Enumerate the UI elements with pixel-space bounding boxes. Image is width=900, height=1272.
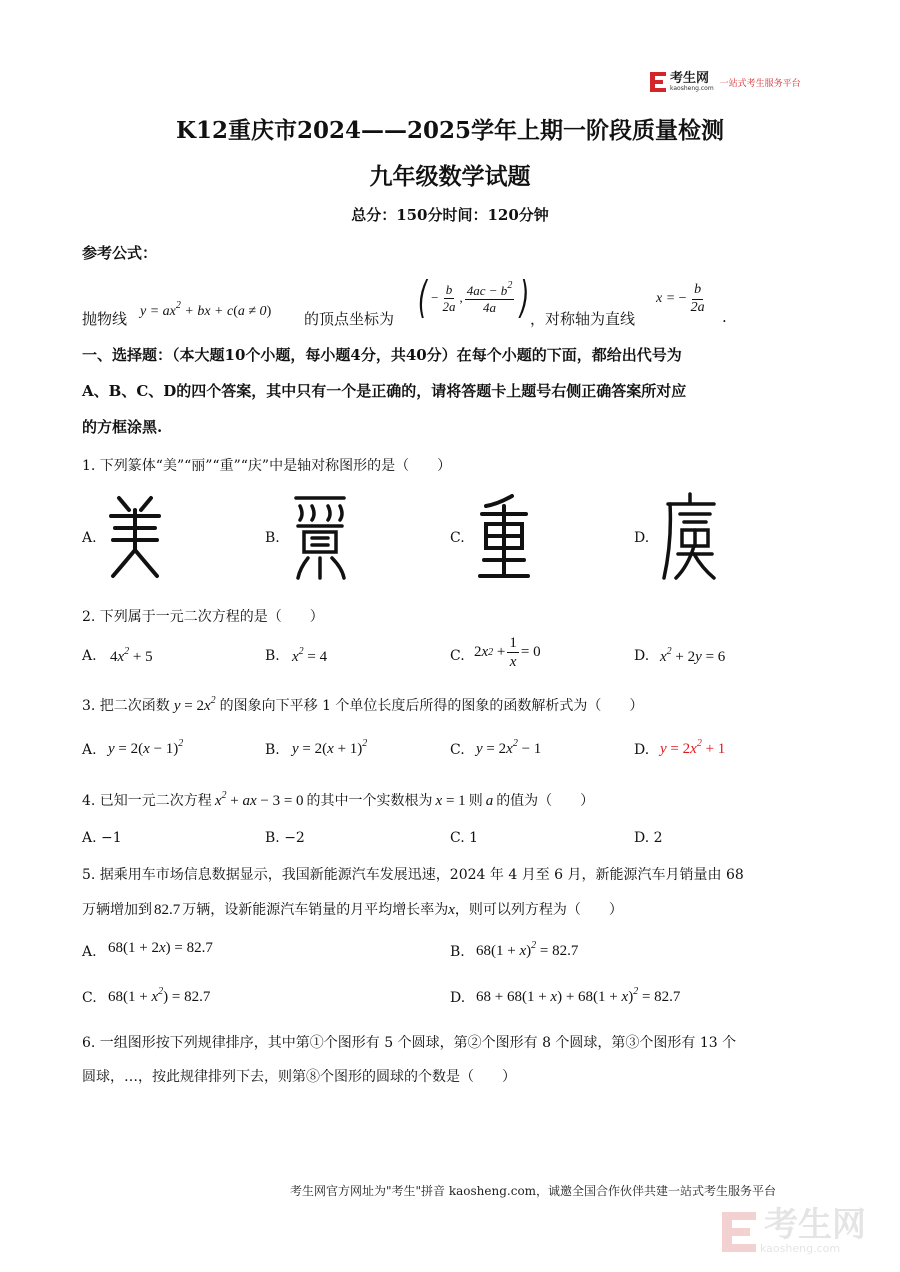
q2-stem: 2. 下列属于一元二次方程的是（ ） [82, 609, 324, 625]
formula-end: . [722, 308, 727, 326]
brand-logo [650, 72, 801, 92]
formula-prefix: 抛物线 [82, 310, 128, 328]
q5-option-c-expr: $68(1 + x^2) = 82.7$ [108, 986, 211, 1005]
section-heading-line2: A、B、C、D的四个答案，其中只有一个是正确的，请将答题卡上题号右侧正确答案所对应 [82, 382, 687, 400]
formula-vertex-label: 的顶点坐标为 [304, 310, 395, 328]
formula-heading: 参考公式： [82, 244, 158, 262]
formula-axis-label: ，对称轴为直线 [530, 310, 636, 328]
watermark-logo-icon [722, 1212, 756, 1252]
q1-option-b-label: B. [265, 530, 280, 546]
q3-option-a-expr: $y = 2(x - 1)^2$ [108, 738, 184, 757]
watermark [722, 1205, 866, 1255]
q5-variable: x [448, 902, 455, 918]
q5-option-a-label: A. [82, 944, 97, 960]
q4-option-a: A. −1 [82, 830, 122, 846]
q3-option-b-label: B. [265, 742, 280, 758]
page-title: K12重庆市2024——2025学年上期一阶段质量检测 [175, 117, 725, 144]
q2-option-c-expr: 2 x 2 + $\frac{1}{x}$ = 0 [474, 635, 541, 670]
q5-option-d-label: D. [450, 990, 466, 1006]
q5-stem-mid: 万辆，设新能源汽车销量的月平均增长率为 [182, 902, 449, 918]
q4-equation: $x^2$ + ax − 3 = 0 [214, 790, 304, 809]
q3-option-c-label: C. [450, 742, 465, 758]
q5-option-b-label: B. [450, 944, 465, 960]
q5-option-d-expr: $68 + 68(1 + x) + 68(1 + x)^2 = 82.7$ [476, 986, 681, 1005]
q5-option-b-expr: $68(1 + x)^2 = 82.7$ [476, 940, 579, 959]
logo-icon [650, 72, 666, 92]
q4-stem-then: 则 [468, 793, 483, 809]
q3-option-d-label: D. [634, 742, 650, 758]
logo-name: 考生网 [670, 71, 710, 86]
q4-stem [82, 790, 594, 810]
q3-stem [82, 695, 643, 715]
section-heading-line1: 一、选择题：（本大题10个小题，每小题4分，共40分）在每个小题的下面，都给出代号为 [82, 346, 682, 364]
q6-stem-line1: 6. 一组图形按下列规律排序，其中第①个图形有 5 个圆球，第②个图形有 8 个圆球，第③个图形有 13 个 [82, 1035, 737, 1051]
q2-option-d-label: D. [634, 648, 650, 664]
q5-stem-start: 万辆增加到 [82, 902, 152, 918]
q5-value: 82.7 [154, 902, 181, 918]
q4-stem-start: 4. 已知一元二次方程 [82, 793, 212, 809]
q3-function: $y = 2x^2$ [173, 695, 216, 714]
q2-option-a-label: A. [82, 648, 97, 664]
q2-option-d-expr: $x^2 + 2y = 6$ [660, 646, 726, 665]
q3-option-d-expr: $y = 2x^2 + 1$ [660, 738, 726, 757]
q5-stem-line1: 5. 据乘用车市场信息数据显示，我国新能源汽车发展迅速，2024 年 4 月至 6 月，新能源汽车月销量由 68 [82, 867, 744, 883]
q3-stem-start: 3. 把二次函数 [82, 698, 170, 714]
q5-option-c-label: C. [82, 990, 97, 1006]
q4-option-d: D. 2 [634, 830, 663, 846]
q1-option-c-label: C. [450, 530, 465, 546]
q5-option-a-expr: 68(1 + 2x) = 82.7 [108, 940, 213, 956]
parabola-equation: $y = ax^2$ + bx + c(a ≠ 0) [140, 300, 272, 319]
q1-stem: 1. 下列篆体“美”“丽”“重”“庆”中是轴对称图形的是（ ） [82, 458, 452, 474]
axis-of-symmetry: x = − $\frac{b}{2a}$ [656, 282, 705, 315]
q2-option-c-label: C. [450, 648, 465, 664]
q4-variable: a [485, 793, 494, 809]
q6-stem-line2: 圆球，…，按此规律排列下去，则第⑧个图形的圆球的个数是（ ） [82, 1069, 516, 1085]
q3-stem-end: 的图象向下平移 1 个单位长度后所得的图象的函数解析式为（ ） [219, 698, 644, 714]
watermark-name: 考生网 [764, 1205, 866, 1245]
q3-option-c-expr: $y = 2x^2 - 1$ [476, 738, 542, 757]
q5-stem-end: ，则可以列方程为（ ） [454, 902, 623, 918]
q3-option-b-expr: $y = 2(x + 1)^2$ [292, 738, 368, 757]
q2-option-a-expr: $4x^2 + 5$ [110, 646, 153, 665]
q2-option-b-label: B. [265, 648, 280, 664]
seal-glyph-qing-image [660, 492, 720, 582]
section-heading-line3: 的方框涂黑. [82, 418, 163, 436]
footer-note: 考生网官方网址为"考生"拼音 kaosheng.com，诚邀全国合作伙伴共建一站式考生服务平台 [290, 1184, 777, 1198]
score-time-info: 总分：150分时间：120分钟 [351, 206, 549, 224]
watermark-domain: kaosheng.com [760, 1242, 841, 1255]
q4-stem-end: 的值为（ ） [496, 793, 595, 809]
q4-option-c: C. 1 [450, 830, 479, 846]
q4-stem-mid: 的其中一个实数根为 [306, 793, 433, 809]
seal-glyph-mei-image [105, 492, 165, 582]
vertex-coordinates: ( − $\frac{b}{2a}$ , $\frac{4ac - b^2}{4a}$ ) [417, 272, 530, 323]
seal-glyph-zhong-image [474, 492, 534, 582]
q2-option-b-expr: $x^2 = 4$ [292, 646, 328, 665]
q4-root: x = 1 [435, 793, 466, 809]
logo-slogan: 一站式考生服务平台 [719, 78, 801, 89]
q1-option-d-label: D. [634, 530, 650, 546]
seal-glyph-li-image [290, 492, 350, 582]
page-subject-title: 九年级数学试题 [369, 163, 531, 190]
logo-domain: kaosheng.com [670, 85, 714, 92]
q5-stem-line2 [82, 899, 623, 919]
q1-option-a-label: A. [82, 530, 97, 546]
q3-option-a-label: A. [82, 742, 97, 758]
q4-option-b: B. −2 [265, 830, 305, 846]
